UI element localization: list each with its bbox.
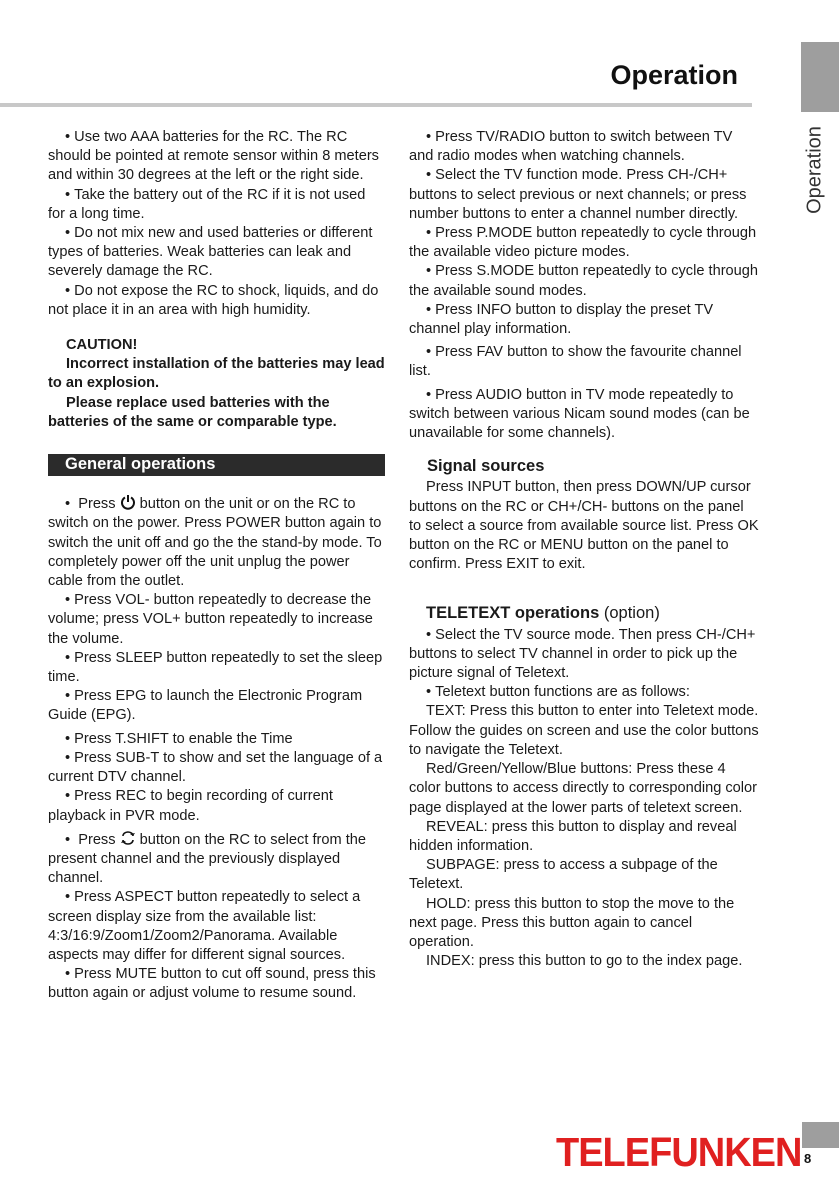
list-item: • Press MUTE button to cut off sound, press this button again or adjust volume to resume sound.: [48, 965, 386, 1003]
caution-heading: CAUTION!: [66, 337, 138, 354]
list-item: • Use two AAA batteries for the RC. The RC should be pointed at remote sensor within 8 meters and within 30 degrees at the left or the right side.: [48, 128, 386, 186]
header-divider: [0, 103, 752, 107]
list-item: • Press INFO button to display the preset TV channel play information.: [409, 301, 759, 339]
power-icon: [120, 494, 136, 510]
list-item: • Take the battery out of the RC if it is not used for a long time.: [48, 186, 386, 224]
page-tab-block: [802, 1122, 839, 1148]
list-item: • Press SUB-T to show and set the language of a current DTV channel.: [48, 749, 386, 787]
teletext-heading-main: TELETEXT operations: [426, 604, 600, 623]
list-item: • Press ASPECT button repeatedly to select a screen display size from the available list: 4:3/16:9/Zoom1/Zoom2/Panorama. Available aspects may differ for different signal sources.: [48, 888, 386, 965]
teletext-para: SUBPAGE: press to access a subpage of the Teletext.: [409, 857, 718, 893]
list-item: • Press AUDIO button in TV mode repeatedly to switch between various Nicam sound modes (can be unavailable for some channels).: [409, 386, 759, 444]
teletext-heading: [409, 604, 759, 623]
list-item: • Press button on the RC to select from the present channel and the previously displayed channel.: [48, 831, 366, 887]
list-item: • Press SLEEP button repeatedly to set the sleep time.: [48, 649, 386, 687]
spacer: [48, 320, 386, 336]
power-pre: Press: [78, 496, 116, 513]
side-tab-label: Operation: [803, 126, 826, 214]
caution-text: Incorrect installation of the batteries may lead to an explosion.: [48, 356, 385, 392]
list-item: • Press REC to begin recording of current playback in PVR mode.: [48, 787, 386, 825]
teletext-heading-suffix: (option): [603, 604, 660, 623]
general-operations-heading: General operations: [48, 454, 385, 476]
power-post: button on the unit or on the RC to switch on the power. Press POWER button again to switch the unit off and go the the stand-by mode. To completely power off the unit unplug the power cable from the outlet.: [48, 496, 382, 590]
list-item: • Press VOL- button repeatedly to decrease the volume; press VOL+ button repeatedly to increase the volume.: [48, 591, 386, 649]
recall-post: button on the RC to select from the present channel and the previously displayed channel.: [48, 831, 366, 887]
telefunken-logo: TELEFUNKEN: [556, 1130, 802, 1176]
list-item: • Do not expose the RC to shock, liquids, and do not place it in an area with high humidity.: [48, 282, 386, 320]
left-column: [48, 128, 386, 1004]
teletext-para: Red/Green/Yellow/Blue buttons: Press these 4 color buttons to access directly to corresponding color page displayed at the lower parts of teletext screen.: [409, 761, 757, 816]
list-item: • Press T.SHIFT to enable the Time: [48, 730, 386, 749]
list-item: • Press P.MODE button repeatedly to cycle through the available video picture modes.: [409, 224, 759, 262]
right-column: [409, 128, 759, 971]
list-item: • Press FAV button to show the favourite channel list.: [409, 343, 759, 381]
teletext-para: INDEX: press this button to go to the index page.: [426, 953, 743, 970]
list-item: • Press TV/RADIO button to switch between TV and radio modes when watching channels.: [409, 128, 759, 166]
list-item: • Press EPG to launch the Electronic Program Guide (EPG).: [48, 687, 386, 725]
caution-text: Please replace used batteries with the batteries of the same or comparable type.: [48, 394, 337, 430]
signal-sources-text: Press INPUT button, then press DOWN/UP cursor buttons on the RC or CH+/CH- buttons on the panel to select a source from available source list. Press OK button on the RC or MENU button on the panel to confirm. Press EXIT to exit.: [409, 479, 759, 573]
teletext-para: HOLD: press this button to stop the move to the next page. Press this button again to cancel operation.: [409, 895, 735, 950]
teletext-para: REVEAL: press this button to display and reveal hidden information.: [409, 818, 737, 854]
teletext-para: TEXT: Press this button to enter into Teletext mode. Follow the guides on screen and use the color buttons to navigate the Teletext.: [409, 703, 759, 758]
side-tab-block: [801, 42, 839, 112]
list-item: • Press S.MODE button repeatedly to cycle through the available sound modes.: [409, 262, 759, 300]
list-item: • Do not mix new and used batteries or different types of batteries. Weak batteries can leak and severely damage the RC.: [48, 224, 386, 282]
recall-pre: Press: [78, 831, 116, 848]
list-item: • Select the TV function mode. Press CH-/CH+ buttons to select previous or next channels; or press number buttons to enter a channel number directly.: [409, 166, 759, 224]
recall-icon: [120, 830, 136, 846]
page-number: 8: [804, 1151, 812, 1166]
list-item: • Select the TV source mode. Then press CH-/CH+ buttons to select TV channel in order to pick up the picture signal of Teletext.: [409, 626, 759, 684]
page-title: Operation: [610, 60, 738, 90]
spacer: [409, 443, 759, 457]
list-item: • Teletext button functions are as follows:: [409, 683, 759, 702]
spacer: [409, 574, 759, 604]
signal-sources-heading: Signal sources: [427, 457, 545, 476]
list-item: • Press button on the unit or on the RC to switch on the power. Press POWER button again to switch the unit off and go the the stand-by mode. To completely power off the unit unplug the power cable from the outlet.: [48, 496, 382, 590]
